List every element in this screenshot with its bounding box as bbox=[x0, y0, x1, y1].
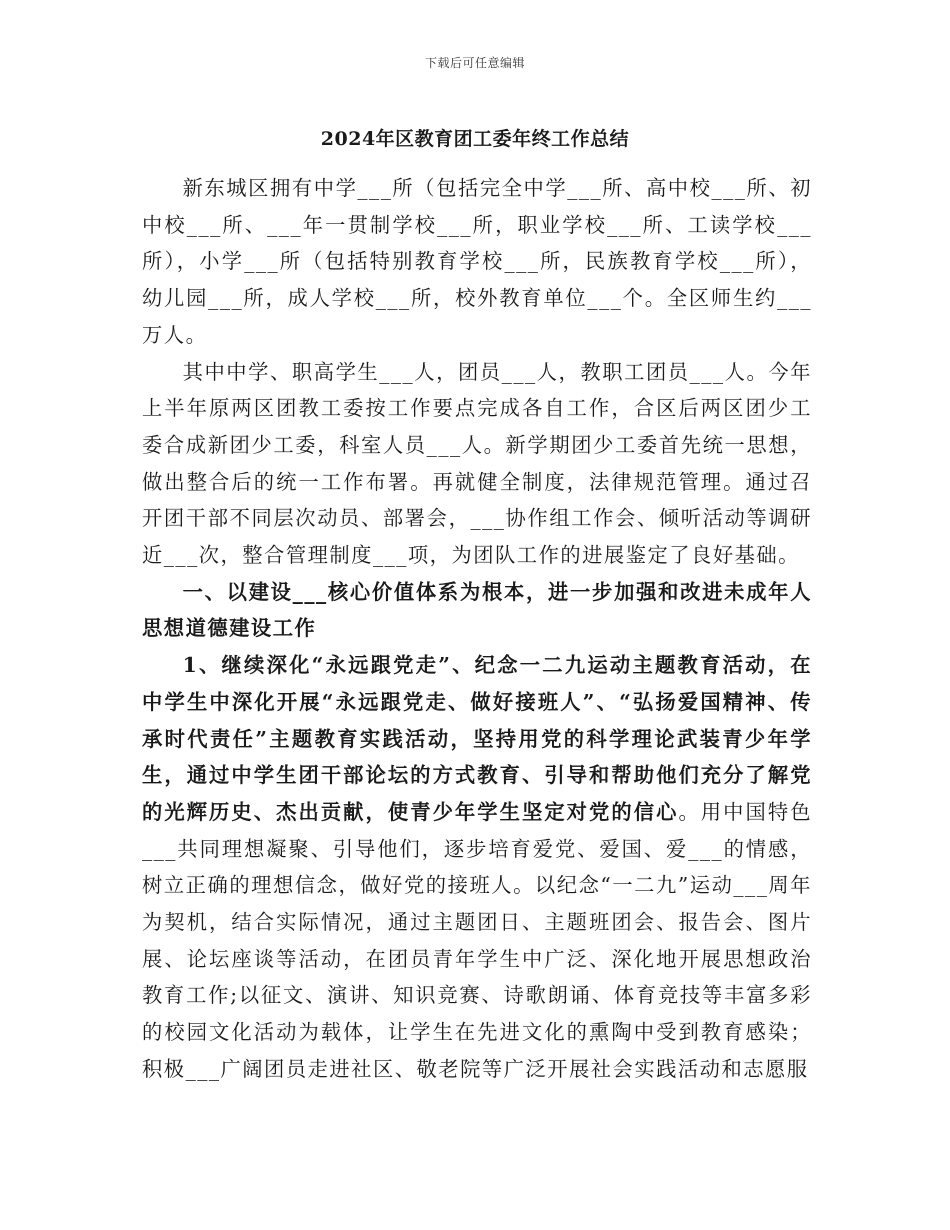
document-body bbox=[142, 170, 812, 1088]
header-note: 下载后可任意编辑 bbox=[424, 56, 525, 70]
paragraph-3 bbox=[142, 647, 812, 1087]
paragraph-1: 新东城区拥有中学___所（包括完全中学___所、高中校___所、初中校___所、___年一贯制学校___所，职业学校___所、工读学校___所），小学___所（包括特别教育学校___所，民族教育学校___所），幼儿园___所，成人学校___所，校外教育单位___个。全区师生约___万人。 bbox=[142, 176, 812, 347]
paragraph-3-body: 。用中国特色___共同理想凝聚、引导他们，逐步培育爱党、爱国、爱___的情感，树立正确的理想信念，做好党的接班人。以纪念“一二九”运动___周年为契机，结合实际情况，通过主题团日、主题班团会、报告会、图片展、论坛座谈等活动，在团员青年学生中广泛、深化地开展思想政治教育工作;以征文、演讲、知识竞赛、诗歌朗诵、体育竞技等丰富多彩的校园文化活动为载体，让学生在先进文化的熏陶中受到教育感染；积极___广阔团员走进社区、敬老院等广泛开展社会实践活动和志愿服 bbox=[142, 799, 812, 1081]
section-heading-1: 一、以建设___核心价值体系为根本，进一步加强和改进未成年人思想道德建设工作 bbox=[142, 579, 812, 641]
paragraph-3-bold-lead: 1、继续深化“永远跟党走”、纪念一二九运动主题教育活动，在中学生中深化开展“永远跟党走、做好接班人”、“弘扬爱国精神、传承时代责任”主题教育实践活动，坚持用党的科学理论武装青少年学生，通过中学生团干部论坛的方式教育、引导和帮助他们充分了解党的光辉历史、杰出贡献，使青少年学生坚定对党的信心 bbox=[142, 653, 812, 824]
document-title: 2024年区教育团工委年终工作总结 bbox=[320, 128, 630, 150]
paragraph-2: 其中中学、职高学生___人，团员___人，教职工团员___人。今年上半年原两区团教工委按工作要点完成各自工作，合区后两区团少工委合成新团少工委，科室人员___人。新学期团少工委首先统一思想，做出整合后的统一工作布署。再就健全制度，法律规范管理。通过召开团干部不同层次动员、部署会，___协作组工作会、倾听活动等调研近___次，整合管理制度___项，为团队工作的进展鉴定了良好基础。 bbox=[142, 359, 812, 568]
